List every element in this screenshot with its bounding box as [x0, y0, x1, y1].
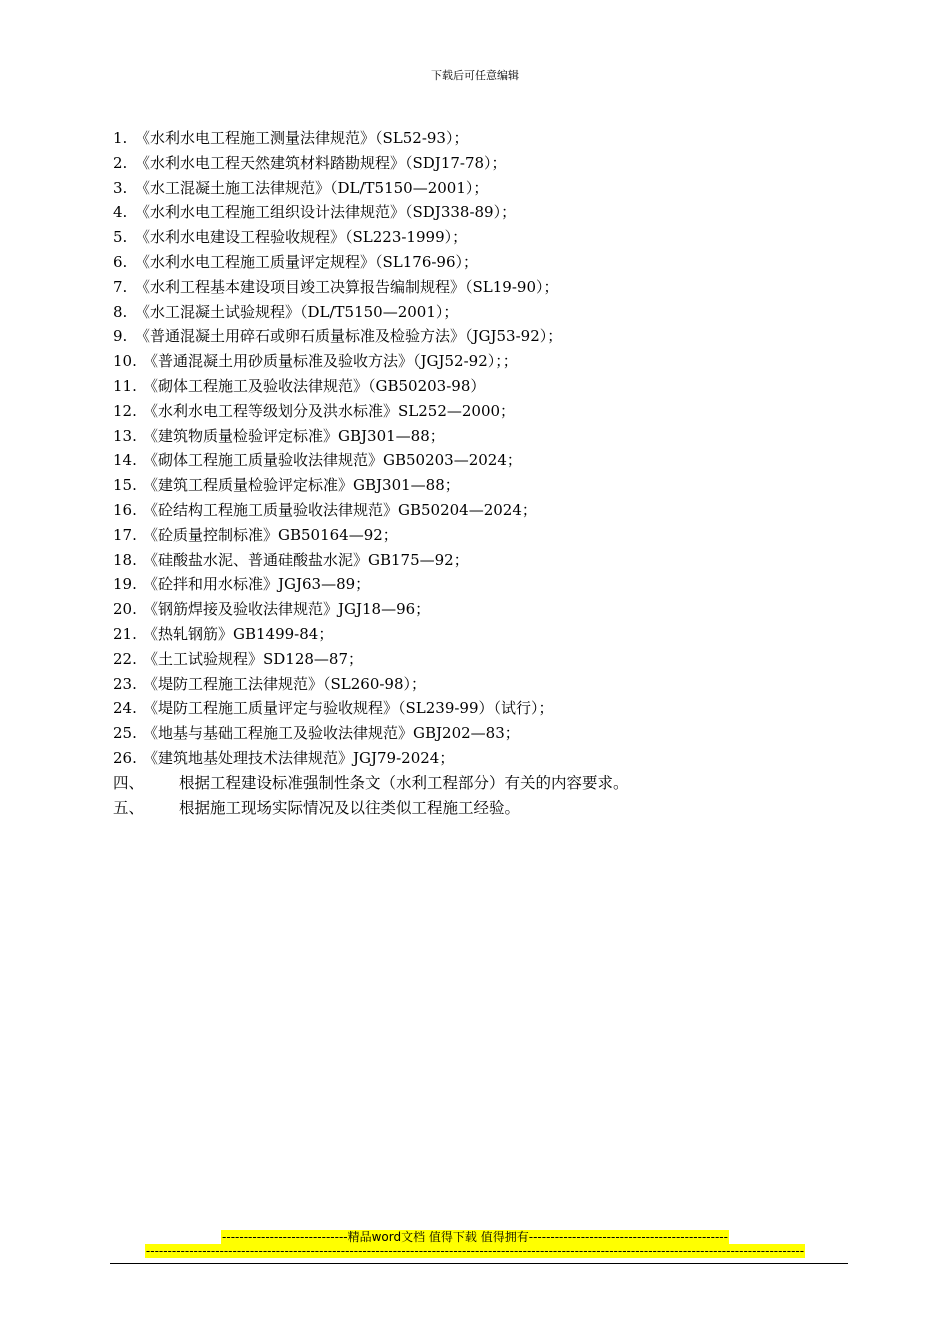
list-item-text: 《普通混凝土用砂质量标准及验收方法》（JGJ52-92）；； — [143, 352, 518, 371]
list-item — [113, 721, 853, 746]
list-item — [113, 200, 853, 225]
list-item-text: 《水利水电工程施工测量法律规范》（SL52-93）； — [135, 129, 469, 147]
list-item-text: 《地基与基础工程施工及验收法律规范》GBJ202—83； — [143, 724, 520, 743]
list-item — [113, 523, 853, 548]
list-item — [113, 374, 853, 399]
list-item-number: 19. — [113, 575, 137, 594]
list-item — [113, 696, 853, 721]
list-item-number: 6. — [113, 252, 128, 271]
list-item-text: 《堤防工程施工法律规范》（SL260-98）； — [143, 674, 427, 693]
list-item-number: 24. — [113, 699, 137, 718]
list-item-number: 14. — [113, 451, 137, 470]
list-item-text: 《水工混凝土试验规程》（DL/T5150—2001）； — [135, 302, 459, 321]
section-text: 根据工程建设标准强制性条文（水利工程部分）有关的内容要求。 — [179, 773, 629, 792]
list-item-text: 《砼拌和用水标准》JGJ63—89； — [143, 575, 371, 594]
list-item — [113, 647, 853, 672]
list-item-text: 《水利水电工程天然建筑材料踏勘规程》（SDJ17-78）； — [135, 153, 507, 172]
section-item — [113, 771, 853, 796]
list-item-text: 《砼质量控制标准》GB50164—92； — [143, 525, 398, 544]
footer-banner-dash-text: -------------------------------------------------------------------------------------------------------------------------------------------------------- — [145, 1244, 805, 1258]
list-item-text: 《建筑物质量检验评定标准》GBJ301—88； — [143, 426, 445, 445]
list-item-text: 《热轧钢筋》GB1499-84； — [143, 624, 334, 643]
list-item-text: 《钢筋焊接及验收法律规范》JGJ18—96； — [143, 600, 431, 619]
list-item-number: 23. — [113, 674, 137, 693]
list-item — [113, 672, 853, 697]
list-item — [113, 349, 853, 374]
list-item-number: 15. — [113, 476, 137, 495]
list-item-number: 10. — [113, 352, 137, 371]
list-item — [113, 126, 853, 151]
list-item — [113, 572, 853, 597]
list-item-number: 4. — [113, 203, 128, 222]
list-item-text: 《土工试验规程》SD128—87； — [143, 649, 364, 668]
list-item — [113, 424, 853, 449]
list-item-text: 《砌体工程施工质量验收法律规范》GB50203—2024； — [143, 451, 522, 470]
footer-divider — [110, 1263, 848, 1264]
list-item — [113, 176, 853, 201]
list-item-text: 《砼结构工程施工质量验收法律规范》GB50204—2024； — [143, 500, 537, 519]
list-item — [113, 151, 853, 176]
section-number: 五、 — [113, 798, 145, 817]
list-item-text: 《堤防工程施工质量评定与验收规程》（SL239-99）（试行）； — [143, 699, 554, 718]
list-item-text: 《水利水电工程施工质量评定规程》（SL176-96）； — [135, 252, 479, 271]
list-item-text: 《普通混凝土用碎石或卵石质量标准及检验方法》（JGJ53-92）； — [135, 327, 563, 346]
list-item-text: 《水利水电工程等级划分及洪水标准》SL252—2000； — [143, 401, 516, 420]
list-item-text: 《砌体工程施工及验收法律规范》（GB50203-98） — [143, 376, 486, 395]
list-item-number: 13. — [113, 426, 137, 445]
list-item-number: 12. — [113, 401, 137, 420]
footer-banner — [0, 1228, 950, 1245]
list-item-text: 《水利水电工程施工组织设计法律规范》（SDJ338-89）； — [135, 203, 517, 222]
footer-banner-dashes — [0, 1244, 950, 1258]
list-item — [113, 250, 853, 275]
section-item — [113, 796, 853, 821]
list-item-number: 20. — [113, 600, 137, 619]
list-item-number: 3. — [113, 178, 128, 197]
list-item-number: 22. — [113, 649, 137, 668]
list-item-number: 5. — [113, 228, 128, 247]
list-item — [113, 746, 853, 771]
list-item — [113, 622, 853, 647]
list-item — [113, 275, 853, 300]
list-item-number: 17. — [113, 525, 137, 544]
page-header-note: 下载后可任意编辑 — [431, 69, 519, 82]
list-item-number: 21. — [113, 624, 137, 643]
list-item — [113, 448, 853, 473]
list-item — [113, 399, 853, 424]
list-item-number: 25. — [113, 724, 137, 743]
list-item-text: 《建筑工程质量检验评定标准》GBJ301—88； — [143, 476, 460, 495]
list-item — [113, 548, 853, 573]
list-item-text: 《硅酸盐水泥、普通硅酸盐水泥》GB175—92； — [143, 550, 469, 569]
list-item — [113, 498, 853, 523]
list-item-text: 《水工混凝土施工法律规范》（DL/T5150—2001）； — [135, 178, 489, 197]
list-item-number: 9. — [113, 327, 128, 346]
list-item-number: 26. — [113, 748, 137, 767]
list-item-text: 《建筑地基处理技术法律规范》JGJ79-2024； — [143, 748, 455, 767]
section-number: 四、 — [113, 773, 145, 792]
list-item — [113, 300, 853, 325]
list-item-number: 2. — [113, 153, 128, 172]
list-item-text: 《水利水电建设工程验收规程》（SL223-1999）； — [135, 228, 468, 247]
list-item-number: 7. — [113, 277, 128, 296]
list-item-number: 1. — [113, 129, 128, 147]
list-item — [113, 225, 853, 250]
section-text: 根据施工现场实际情况及以往类似工程施工经验。 — [179, 798, 521, 817]
list-item-number: 11. — [113, 376, 137, 395]
list-item-number: 18. — [113, 550, 137, 569]
list-item — [113, 597, 853, 622]
list-item-number: 8. — [113, 302, 128, 321]
list-item-text: 《水利工程基本建设项目竣工决算报告编制规程》（SL19-90）； — [135, 277, 559, 296]
reference-list — [113, 126, 853, 820]
list-item — [113, 473, 853, 498]
list-item-number: 16. — [113, 500, 137, 519]
list-item — [113, 324, 853, 349]
footer-banner-text: -----------------------------精品word文档 值得下载 值得拥有---------------------------------------------- — [222, 1230, 728, 1244]
